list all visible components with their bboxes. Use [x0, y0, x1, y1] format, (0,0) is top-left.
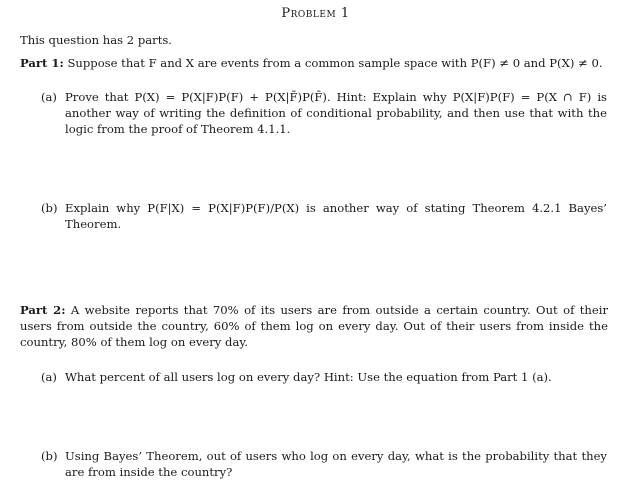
part1-b-label: (b)	[41, 201, 58, 215]
part1-label: Part 1:	[20, 56, 64, 70]
part1-question-a	[41, 89, 607, 137]
part1-a-text: Prove that P(X) = P(X|F)P(F) + P(X|F̄)P(F̄). Hint: Explain why P(X|F)P(F) = P(X ∩ F) is another way of writing the definition of conditional probability, and then use that with the logic from the proof of Theorem 4.1.1.	[65, 90, 607, 136]
part2-a-label: (a)	[41, 370, 57, 384]
part2-b-text: Using Bayes’ Theorem, out of users who log on every day, what is the probability that they are from inside the country?	[65, 449, 607, 479]
part2-question-a	[41, 369, 607, 385]
part2-statement	[20, 302, 608, 350]
part1-b-text: Explain why P(F|X) = P(X|F)P(F)/P(X) is another way of stating Theorem 4.2.1 Bayes’ Theorem.	[65, 201, 607, 231]
part1-statement	[20, 55, 615, 71]
part2-b-label: (b)	[41, 449, 58, 463]
part2-a-text: What percent of all users log on every day? Hint: Use the equation from Part 1 (a).	[65, 370, 552, 384]
part2-label: Part 2:	[20, 303, 66, 317]
part1-a-label: (a)	[41, 90, 57, 104]
part1-question-b	[41, 200, 607, 232]
part1-text: Suppose that F and X are events from a common sample space with P(F) ≠ 0 and P(X) ≠ 0.	[67, 56, 603, 70]
part2-text: A website reports that 70% of its users are from outside a certain country. Out of their users from outside the country, 60% of them log on every day. Out of their users from inside the country, 80% of them log on every day.	[20, 303, 609, 349]
part2-question-b	[41, 448, 607, 480]
intro-text: This question has 2 parts.	[20, 33, 172, 47]
problem-title: Problem 1	[281, 6, 350, 21]
